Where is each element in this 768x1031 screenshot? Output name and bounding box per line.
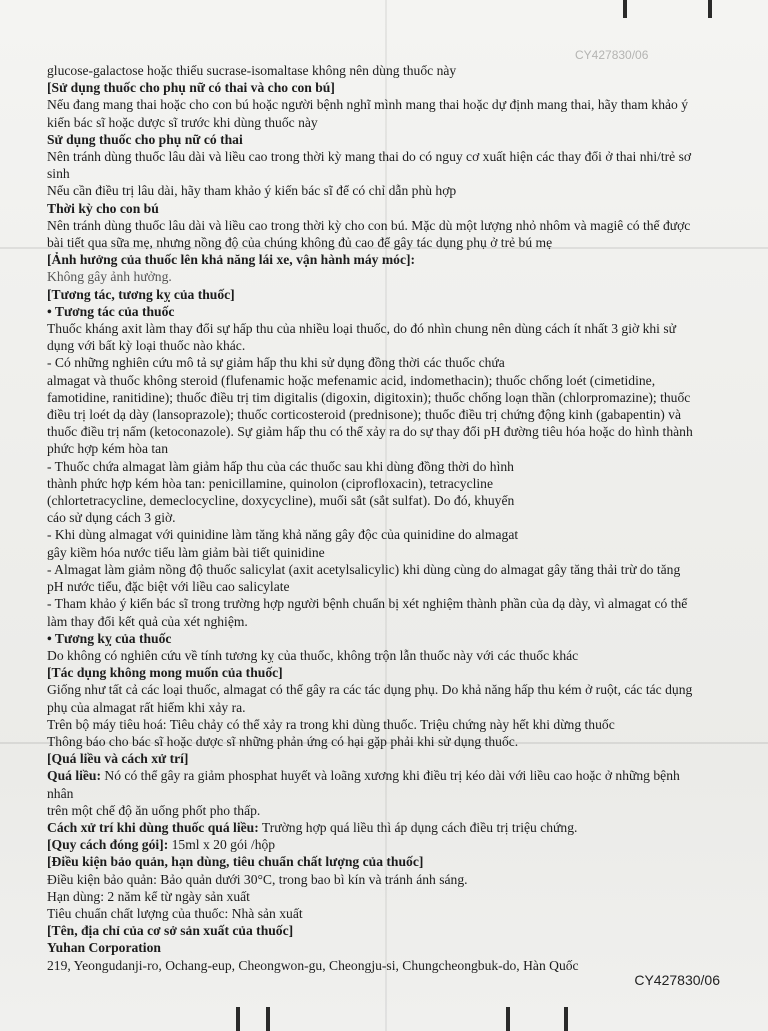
text-line: phức hợp kém hòa tan	[47, 441, 169, 457]
section-heading: Yuhan Corporation	[47, 940, 161, 956]
text-line: almagat và thuốc không steroid (flufenamic hoặc mefenamic acid, indomethacin); thuốc chống loét (cimetidine,	[47, 372, 656, 388]
section-heading: • Tương kỵ của thuốc	[47, 630, 172, 646]
print-mark	[506, 1007, 510, 1031]
text-line: Thông báo cho bác sĩ hoặc dược sĩ những phản ứng có hại gặp phải khi sử dụng thuốc.	[47, 733, 519, 749]
text-line: trên một chế độ ăn uống phốt pho thấp.	[47, 802, 261, 818]
text-line: Điều kiện bảo quản: Bảo quản dưới 30°C, trong bao bì kín và tránh ánh sáng.	[47, 871, 468, 887]
print-mark	[623, 0, 627, 18]
section-heading: [Tương tác, tương kỵ của thuốc]	[47, 286, 235, 302]
print-mark	[564, 1007, 568, 1031]
print-mark	[236, 1007, 240, 1031]
section-heading: • Tương tác của thuốc	[47, 303, 175, 319]
text-line: Tiêu chuẩn chất lượng của thuốc: Nhà sản xuất	[47, 905, 303, 921]
text-line: thành phức hợp kém hòa tan: penicillamine, quinolon (ciprofloxacin), tetracycline	[47, 475, 494, 491]
text-line: điều trị loét dạ dày (lansoprazole); thuốc corticosteroid (prednisone); thuốc điều trị chứng động kinh (gabapentin) và	[47, 407, 681, 423]
text-line: Hạn dùng: 2 năm kể từ ngày sản xuất	[47, 888, 250, 904]
text-line: Do không có nghiên cứu về tính tương kỵ của thuốc, không trộn lẫn thuốc này với các thuốc khác	[47, 647, 579, 663]
bleed-through-code: CY427830/06	[575, 48, 649, 62]
text-line: Thuốc kháng axit làm thay đổi sự hấp thu của nhiều loại thuốc, do đó nhìn chung nên dùng cách ít nhất 3 giờ khi sử	[47, 321, 676, 337]
print-mark	[266, 1007, 270, 1031]
text-line: cáo sử dụng cách 3 giờ.	[47, 510, 176, 526]
section-heading: Sử dụng thuốc cho phụ nữ có thai	[47, 131, 243, 147]
text-line: Nên tránh dùng thuốc lâu dài và liều cao trong thời kỳ cho con bú. Mặc dù một lượng nhỏ nhôm và magiê có thể được	[47, 217, 691, 233]
text-line: 219, Yeongudanji-ro, Ochang-eup, Cheongwon-gu, Cheongju-si, Chungcheongbuk-do, Hàn Quốc	[47, 957, 579, 973]
leaflet-text	[47, 62, 707, 974]
text-line: dụng với bất kỳ loại thuốc nào khác.	[47, 338, 246, 354]
text-line: - Khi dùng almagat với quinidine làm tăng khả năng gây độc của quinidine do almagat	[47, 527, 519, 543]
text-line: Giống như tất cả các loại thuốc, almagat có thể gây ra các tác dụng phụ. Do khả năng hấp thu kém ở ruột, các tác dụng	[47, 682, 693, 698]
section-heading: [Sử dụng thuốc cho phụ nữ có thai và cho con bú]	[47, 80, 335, 96]
text-line: Trên bộ máy tiêu hoá: Tiêu chảy có thể xảy ra trong khi dùng thuốc. Triệu chứng này hết khi dừng thuốc	[47, 716, 615, 732]
section-heading: [Ảnh hưởng của thuốc lên khả năng lái xe, vận hành máy móc]:	[47, 252, 416, 268]
text-line: Nếu đang mang thai hoặc cho con bú hoặc người bệnh nghĩ mình mang thai hoặc dự định mang thai, hãy tham khảo ý	[47, 97, 689, 113]
text-line: - Almagat làm giảm nồng độ thuốc salicylat (axit acetylsalicylic) khi dùng cùng do almagat gây tăng thải trừ do tăng	[47, 561, 681, 577]
text-line: Nên tránh dùng thuốc lâu dài và liều cao trong thời kỳ mang thai do có nguy cơ xuất hiện các thay đổi ở thai nhi/trẻ sơ sinh	[47, 149, 692, 182]
text-line: Không gây ảnh hưởng.	[47, 269, 172, 285]
text-line: kiến bác sĩ hoặc dược sĩ trước khi dùng thuốc này	[47, 114, 318, 130]
text-line: Quá liều: Nó có thể gây ra giảm phosphat huyết và loãng xương khi điều trị kéo dài với liều cao hoặc ở những bệnh nhân	[47, 768, 680, 801]
document-code: CY427830/06	[634, 972, 720, 988]
section-heading: [Tác dụng không mong muốn của thuốc]	[47, 665, 283, 681]
text-line: glucose-galactose hoặc thiếu sucrase-isomaltase không nên dùng thuốc này	[47, 63, 457, 78]
text-line: - Tham khảo ý kiến bác sĩ trong trường hợp người bệnh chuẩn bị xét nghiệm thành phần của dạ dày, vì almagat có thể	[47, 596, 688, 612]
text-line: thuốc điều trị nấm (ketoconazole). Sự giảm hấp thu có thể xảy ra do sự thay đổi pH đường tiêu hóa hoặc do hình thành	[47, 424, 693, 440]
section-heading: [Tên, địa chỉ của cơ sở sản xuất của thuốc]	[47, 923, 294, 939]
text-line: - Thuốc chứa almagat làm giảm hấp thu của các thuốc sau khi dùng đồng thời do hình	[47, 458, 514, 474]
text-line: Nếu cần điều trị lâu dài, hãy tham khảo ý kiến bác sĩ để có chỉ dẫn phù hợp	[47, 183, 457, 199]
text-line: bài tiết qua sữa mẹ, nhưng nồng độ của chúng không đủ cao để gây tác dụng phụ ở trẻ bú mẹ	[47, 235, 553, 251]
text-line: gây kiềm hóa nước tiểu làm giảm bài tiết quinidine	[47, 544, 325, 560]
text-line: - Có những nghiên cứu mô tả sự giảm hấp thu khi sử dụng đồng thời các thuốc chứa	[47, 355, 505, 371]
text-line: (chlortetracycline, demeclocycline, doxycycline), muối sắt (sắt sulfat). Do đó, khuyến	[47, 493, 515, 509]
text-line: phụ của almagat rất hiếm khi xảy ra.	[47, 699, 246, 715]
text-line: pH nước tiểu, đặc biệt với liều cao salicylate	[47, 579, 290, 595]
section-heading: Thời kỳ cho con bú	[47, 200, 159, 216]
print-mark	[708, 0, 712, 18]
text-line: famotidine, ranitidine); thuốc điều trị tim digitalis (digoxin, digitoxin); thuốc chống loạn thần (chlorpromazine); thuốc	[47, 389, 691, 405]
text-line: [Quy cách đóng gói]: 15ml x 20 gói /hộp	[47, 837, 276, 853]
section-heading: [Quá liều và cách xử trí]	[47, 751, 189, 767]
text-line: làm thay đổi kết quả của xét nghiệm.	[47, 613, 248, 629]
text-line: Cách xử trí khi dùng thuốc quá liều: Trường hợp quá liều thì áp dụng cách điều trị triệu chứng.	[47, 819, 578, 835]
section-heading: [Điều kiện bảo quản, hạn dùng, tiêu chuẩn chất lượng của thuốc]	[47, 854, 424, 870]
